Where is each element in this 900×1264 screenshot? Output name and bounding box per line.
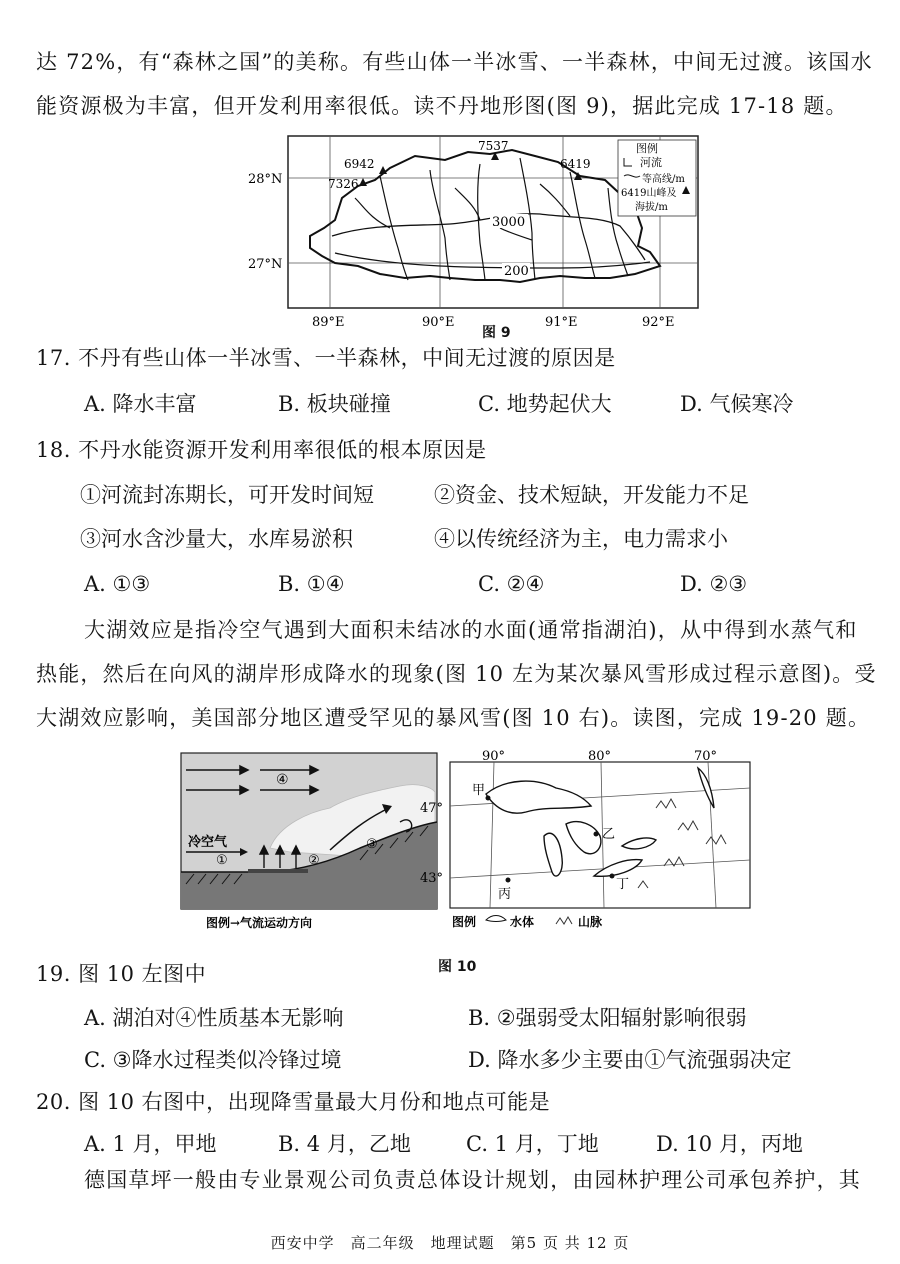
peak-label-7537: 7537 <box>478 139 509 153</box>
intro2-line-1: 大湖效应是指冷空气遇到大面积未结冰的水面(通常指湖泊)，从中得到水蒸气和 <box>84 618 858 642</box>
q20-option-d[interactable]: D. 10 月，丙地 <box>656 1132 803 1156</box>
q18-item-1: ①河流封冻期长，可开发时间短 <box>80 483 374 507</box>
figure-9-caption: 图 9 <box>482 325 511 341</box>
intro2-line-2: 热能，然后在向风的湖岸形成降水的现象(图 10 左为某次暴风雪形成过程示意图)。受 <box>36 662 877 686</box>
place-jia-dot <box>486 796 491 801</box>
q20-option-c[interactable]: C. 1 月，丁地 <box>466 1132 599 1156</box>
legend-peak-line2: 海拔/m <box>635 202 668 213</box>
legend-mountain-symbol <box>556 917 572 924</box>
q17-option-b[interactable]: B. 板块碰撞 <box>278 392 391 416</box>
label-4: ④ <box>276 772 289 788</box>
lat-label-43: 43° <box>420 871 444 886</box>
label-1: ① <box>216 853 228 868</box>
intro2-line-3: 大湖效应影响，美国部分地区遭受罕见的暴风雪(图 10 右)。读图，完成 19-20 题。 <box>36 706 871 730</box>
lon-label-89: 89°E <box>312 315 345 330</box>
figure-10-right-map <box>416 748 756 934</box>
lat-label-28: 28°N <box>248 172 283 187</box>
q18-stem: 18. 不丹水能资源开发利用率很低的根本原因是 <box>36 438 487 462</box>
q17-option-d[interactable]: D. 气候寒冷 <box>680 392 794 416</box>
q18-option-d[interactable]: D. ②③ <box>680 572 748 596</box>
legend-peak-line1: 6419山峰及 <box>621 188 677 199</box>
q18-item-2: ②资金、技术短缺，开发能力不足 <box>434 483 749 507</box>
q18-item-4: ④以传统经济为主，电力需求小 <box>434 527 728 551</box>
map-legend-prefix: 图例 <box>452 915 477 929</box>
peak-label-7326: 7326 <box>328 177 359 191</box>
legend-water-symbol <box>486 916 506 922</box>
place-yi-dot <box>594 832 599 837</box>
legend-river: 河流 <box>640 156 662 169</box>
q20-option-b[interactable]: B. 4 月，乙地 <box>278 1132 411 1156</box>
lon-label-91: 91°E <box>545 315 578 330</box>
contour-label-200: 200 <box>504 264 529 279</box>
q20-option-a[interactable]: A. 1 月，甲地 <box>84 1132 217 1156</box>
tail-line: 德国草坪一般由专业景观公司负责总体设计规划，由园林护理公司承包养护，其 <box>84 1168 861 1192</box>
lat-label-27: 27°N <box>248 257 283 272</box>
lon-label-90: 90° <box>482 749 506 764</box>
page-footer: 西安中学 高二年级 地理试题 第5 页 共 12 页 <box>270 1234 630 1252</box>
lon-label-80: 80° <box>588 749 612 764</box>
place-yi: 乙 <box>602 827 616 842</box>
diagram-legend: 图例→气流运动方向 <box>206 916 313 930</box>
figure-10-caption: 图 10 <box>438 959 477 975</box>
cold-air-label: 冷空气 <box>188 835 228 850</box>
label-2: ② <box>308 853 320 868</box>
figure-9-map <box>240 128 710 338</box>
intro-line-2: 能资源极为丰富，但开发利用率很低。读不丹地形图(图 9)，据此完成 17-18 题。 <box>36 94 848 118</box>
place-ding: 丁 <box>616 877 630 892</box>
q18-option-a[interactable]: A. ①③ <box>84 572 151 596</box>
q18-option-b[interactable]: B. ①④ <box>278 572 345 596</box>
lon-label-92: 92°E <box>642 315 675 330</box>
q19-stem: 19. 图 10 左图中 <box>36 962 207 986</box>
q18-option-c[interactable]: C. ②④ <box>478 572 545 596</box>
lake-water <box>248 869 308 873</box>
peak-label-6419: 6419 <box>560 157 591 171</box>
q17-stem: 17. 不丹有些山体一半冰雪、一半森林，中间无过渡的原因是 <box>36 346 616 370</box>
q19-option-c[interactable]: C. ③降水过程类似冷锋过境 <box>84 1048 342 1072</box>
place-ding-dot <box>610 874 615 879</box>
map-legend-mountain: 山脉 <box>578 915 603 929</box>
q17-option-c[interactable]: C. 地势起伏大 <box>478 392 612 416</box>
q18-item-3: ③河水含沙量大，水库易淤积 <box>80 527 353 551</box>
figure-10-left-diagram <box>180 752 440 932</box>
place-bing: 丙 <box>498 887 512 902</box>
q17-option-a[interactable]: A. 降水丰富 <box>84 392 197 416</box>
q19-option-a[interactable]: A. 湖泊对④性质基本无影响 <box>84 1006 344 1030</box>
q19-option-b[interactable]: B. ②强弱受太阳辐射影响很弱 <box>468 1006 747 1030</box>
label-3: ③ <box>366 837 378 852</box>
peak-label-6942: 6942 <box>344 157 375 171</box>
lon-label-90: 90°E <box>422 315 455 330</box>
intro-line-1: 达 72%，有“森林之国”的美称。有些山体一半冰雪、一半森林，中间无过渡。该国水 <box>36 50 873 74</box>
lat-label-47: 47° <box>420 801 444 816</box>
map-legend-water: 水体 <box>510 915 535 929</box>
q20-stem: 20. 图 10 右图中，出现降雪量最大月份和地点可能是 <box>36 1090 551 1114</box>
q19-option-d[interactable]: D. 降水多少主要由①气流强弱决定 <box>468 1048 792 1072</box>
lon-label-70: 70° <box>694 749 718 764</box>
legend-contour: 等高线/m <box>642 174 685 185</box>
place-jia: 甲 <box>472 783 486 798</box>
contour-label-3000: 3000 <box>492 215 526 230</box>
place-bing-dot <box>506 878 511 883</box>
legend-title: 图例 <box>636 142 658 155</box>
